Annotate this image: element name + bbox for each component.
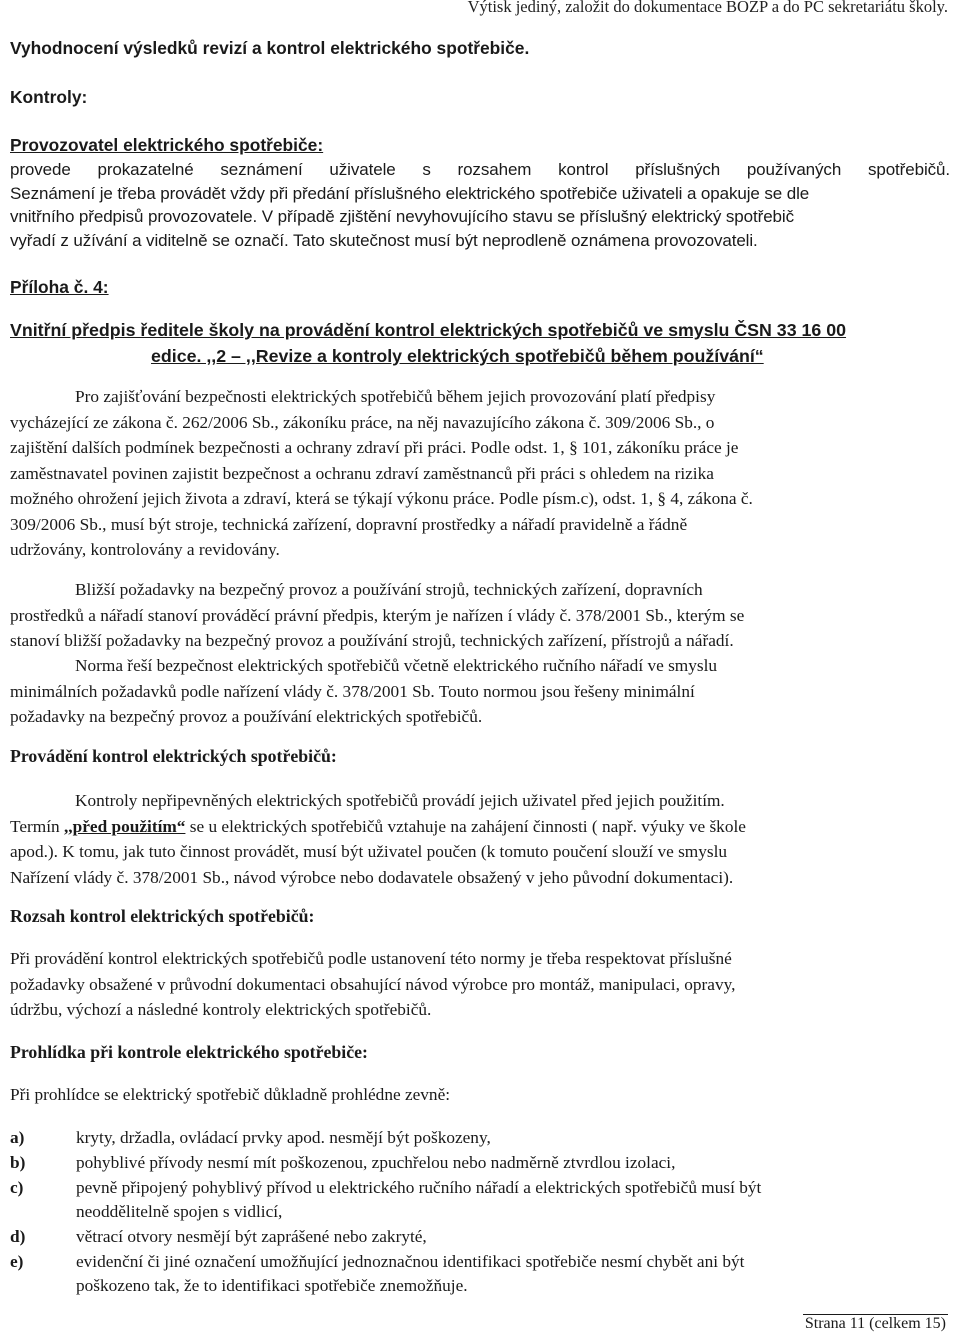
- paragraph-line: zaměstnavatel povinen zajistit bezpečnost a ochranu zdraví zaměstnanců při práci s ohledem na rizika: [10, 463, 714, 483]
- provozovatel-heading: Provozovatel elektrického spotřebiče:: [10, 135, 324, 155]
- legal-paragraph: [10, 384, 950, 563]
- list-text: kryty, držadla, ovládací prvky apod. nesmějí být poškozeny,: [76, 1128, 491, 1147]
- priloha-heading: Příloha č. 4:: [10, 277, 109, 297]
- paragraph-line: Nařízení vlády č. 378/2001 Sb., návod výrobce nebo dodavatele obsažený v jeho původní dokumentaci).: [10, 867, 734, 887]
- paragraph-line: Při provádění kontrol elektrických spotřebičů podle ustanovení této normy je třeba respektovat příslušné: [10, 949, 732, 968]
- requirements-paragraph: [10, 577, 950, 654]
- paragraph-line: Pro zajišťování bezpečnosti elektrických spotřebičů během jejich provozování platí předpisy: [75, 387, 716, 406]
- list-text: pohyblivé přívody nesmí mít poškozenou, zpuchřelou nebo nadměrně ztvrdlou izolaci,: [76, 1153, 676, 1172]
- directive-title-line1: Vnitřní předpis ředitele školy na provádění kontrol elektrických spotřebičů ve smyslu ČSN 33 16 00: [10, 320, 847, 340]
- header-note: Výtisk jediný, založit do dokumentace BOZP a do PC sekretariátu školy.: [467, 0, 948, 16]
- paragraph-line: 309/2006 Sb., musí být stroje, technická zařízení, dopravní prostředky a nářadí pravidelně a řádně: [10, 514, 688, 534]
- paragraph-line: zajištění dalších podmínek bezpečnosti a ochrany zdraví při práci. Podle odst. 1, § 101, zákoníku práce je: [10, 438, 739, 457]
- termin-term: ,,před použitím“: [63, 816, 186, 836]
- document-page: [10, 0, 950, 1335]
- prohlidka-intro: Při prohlídce se elektrický spotřebič důkladně prohlédne zevně:: [10, 1085, 451, 1104]
- rozsah-paragraph: [10, 946, 950, 1023]
- paragraph-line: Norma řeší bezpečnost elektrických spotřebičů včetně elektrického ručního nářadí ve smyslu: [75, 656, 718, 675]
- paragraph-line: apod.). K tomu, jak tuto činnost provádět, musí být uživatel poučen (k tomuto poučení slouží ve smyslu: [10, 842, 728, 861]
- paragraph-line: Kontroly nepřipevněných elektrických spotřebičů provádí jejich uživatel před jejich použitím.: [75, 791, 725, 810]
- list-text: evidenční či jiné označení umožňující jednoznačnou identifikaci spotřebiče nesmí chybět ani být: [76, 1252, 745, 1271]
- section-title: Vyhodnocení výsledků revizí a kontrol elektrického spotřebiče.: [10, 38, 530, 58]
- directive-title-line2: edice. ,,2 – ,,Revize a kontroly elektrických spotřebičů během používání“: [151, 346, 764, 366]
- list-letter: b): [10, 1153, 26, 1172]
- provozovatel-text: [10, 158, 950, 252]
- termin-prefix: Termín: [10, 816, 64, 836]
- paragraph-line: udržovány, kontrolovány a revidovány.: [10, 540, 280, 559]
- paragraph-line: možného ohrožení jejich života a zdraví, která se týkají výkonu práce. Podle písm.c), odst. 1, § 4, zákona č.: [10, 489, 753, 508]
- list-text: větrací otvory nesmějí být zaprášené nebo zakryté,: [76, 1227, 427, 1246]
- paragraph-line: vycházející ze zákona č. 262/2006 Sb., zákoníku práce, na něj navazujícího zákona č. 309/2006 Sb., o: [10, 412, 715, 432]
- prohlidka-heading: Prohlídka při kontrole elektrického spotřebiče:: [10, 1042, 368, 1062]
- list-letter: a): [10, 1128, 25, 1147]
- paragraph-line: [10, 814, 950, 840]
- provadeni-paragraph: [10, 788, 950, 890]
- list-text: poškozeno tak, že to identifikaci spotřebiče znemožňuje.: [76, 1276, 468, 1295]
- list-letter: e): [10, 1252, 24, 1271]
- provozovatel-line: Seznámení je třeba provádět vždy při předání příslušného elektrického spotřebiče uživateli a opakuje se dle: [10, 183, 810, 203]
- paragraph-line: údržbu, výchozí a následné kontroly elektrických spotřebičů.: [10, 1000, 432, 1019]
- paragraph-line: požadavky na bezpečný provoz a používání elektrických spotřebičů.: [10, 707, 483, 726]
- termin-suffix: se u elektrických spotřebičů vztahuje na zahájení činnosti ( např. výuky ve škole: [185, 816, 746, 836]
- page-number: Strana 11 (celkem 15): [804, 1315, 946, 1332]
- norm-paragraph: [10, 653, 950, 730]
- provadeni-heading: Provádění kontrol elektrických spotřebičů:: [10, 746, 337, 766]
- provozovatel-line: vnitřního předpisů provozovatele. V případě zjištění nevyhovujícího stavu se příslušný elektrický spotřebič: [10, 207, 794, 226]
- list-text: pevně připojený pohyblivý přívod u elektrického ručního nářadí a elektrických spotřebičů musí být: [76, 1178, 762, 1197]
- paragraph-line: stanoví bližší požadavky na bezpečný provoz a používání strojů, technických zařízení, přístrojů a nářadí.: [10, 631, 734, 650]
- provozovatel-line: vyřadí z užívání a viditelně se označí. Tato skutečnost musí být neprodleně oznámena provozovateli.: [10, 230, 758, 250]
- list-text: neoddělitelně spojen s vidlicí,: [76, 1202, 283, 1221]
- provozovatel-line: provede prokazatelné seznámení uživatele s rozsahem kontrol příslušných používaných spotřebičů.: [10, 160, 950, 179]
- kontroly-heading: Kontroly:: [10, 87, 88, 107]
- paragraph-line: minimálních požadavků podle nařízení vlády č. 378/2001 Sb. Touto normou jsou řešeny minimální: [10, 681, 695, 701]
- list-letter: c): [10, 1178, 24, 1197]
- paragraph-line: prostředků a nářadí stanoví prováděcí právní předpis, kterým je nařízen í vlády č. 378/2001 Sb., kterým se: [10, 605, 745, 625]
- rozsah-heading: Rozsah kontrol elektrických spotřebičů:: [10, 906, 315, 926]
- paragraph-line: Bližší požadavky na bezpečný provoz a používání strojů, technických zařízení, dopravních: [75, 580, 703, 599]
- list-letter: d): [10, 1227, 26, 1246]
- paragraph-line: požadavky obsažené v průvodní dokumentaci obsahující návod výrobce pro montáž, manipulaci, opravy,: [10, 974, 736, 994]
